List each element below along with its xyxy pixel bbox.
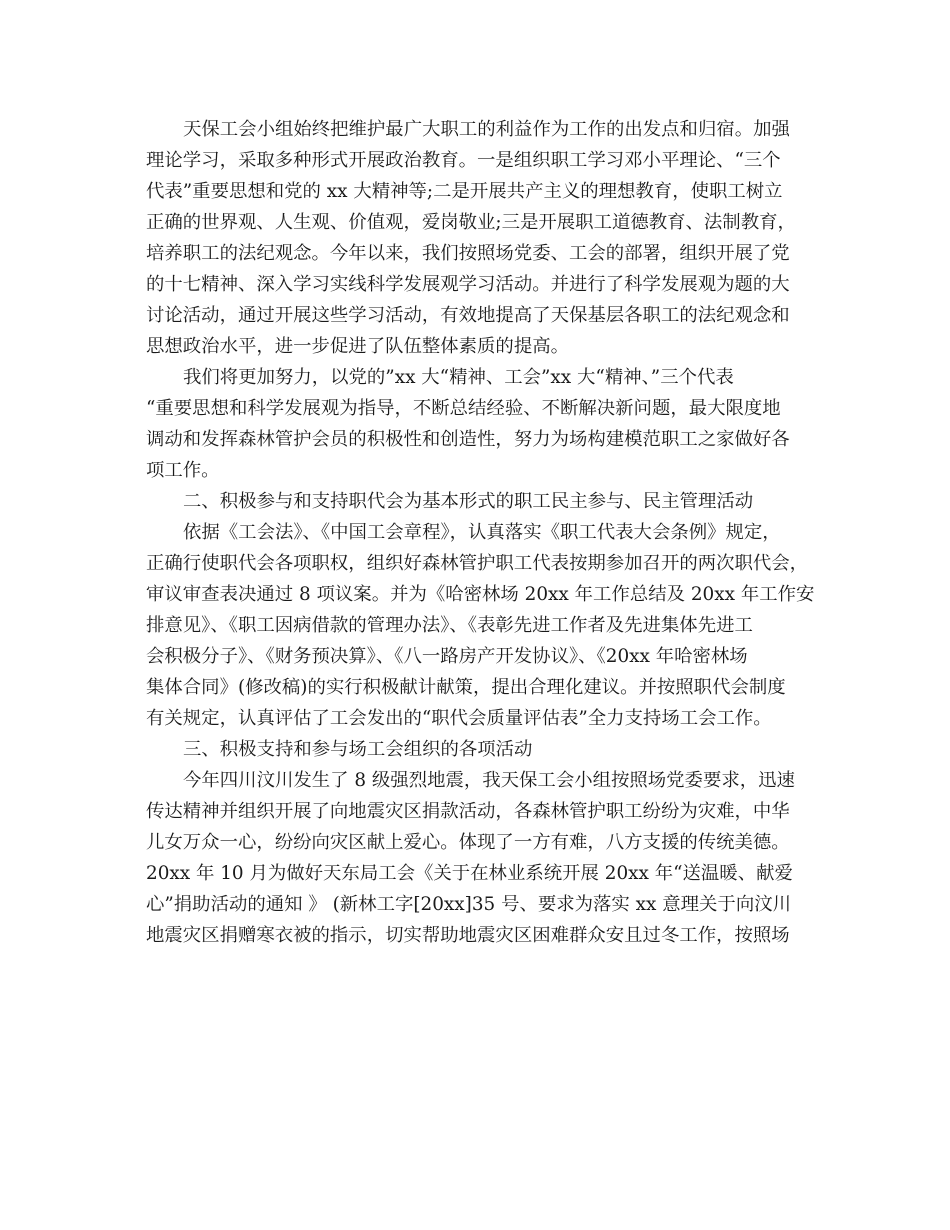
- text-line: 正确行使职代会各项职权，组织好森林管护职工代表按期参加召开的两次职代会，: [146, 553, 809, 574]
- text-line: 理论学习，采取多种形式开展政治教育。一是组织职工学习邓小平理论、“三个: [146, 150, 781, 171]
- paragraph-earthquake-relief: [146, 765, 806, 951]
- text-line: 讨论活动，通过开展这些学习活动，有效地提高了天保基层各职工的法纪观念和: [146, 305, 790, 326]
- paragraph-workers-congress: [146, 517, 815, 734]
- text-line: 正确的世界观、人生观、价值观，爱岗敬业;三是开展职工道德教育、法制教育，: [146, 212, 796, 233]
- section-heading: 三、积极支持和参与场工会组织的各项活动: [183, 739, 533, 760]
- text-line: 天保工会小组始终把维护最广大职工的利益作为工作的出发点和归宿。加强: [183, 119, 790, 140]
- text-line: 会积极分子》、《财务预决算》、《八一路房产开发协议》、《20xx 年哈密林场: [146, 646, 748, 667]
- heading-section-three: [146, 734, 806, 765]
- paragraph-political-education: [146, 114, 806, 362]
- text-line: 的十七精神、深入学习实线科学发展观学习活动。并进行了科学发展观为题的大: [146, 274, 790, 295]
- section-heading: 二、积极参与和支持职代会为基本形式的职工民主参与、民主管理活动: [183, 491, 754, 512]
- text-line: 培养职工的法纪观念。今年以来，我们按照场党委、工会的部署，组织开展了党: [146, 243, 790, 264]
- text-line: 传达精神并组织开展了向地震灾区捐款活动，各森林管护职工纷纷为灾难，中华: [146, 801, 790, 822]
- text-line: 心”捐助活动的通知 》 (新林工字[20xx]35 号、要求为落实 xx 意理关于向汶川: [146, 894, 791, 915]
- text-line: 代表”重要思想和党的 xx 大精神等;二是开展共产主义的理想教育，使职工树立: [146, 181, 783, 202]
- document-page: [146, 114, 815, 951]
- text-line: 项工作。: [146, 460, 220, 481]
- text-line: 审议审查表决通过 8 项议案。并为《哈密林场 20xx 年工作总结及 20xx 年工作安: [146, 584, 815, 605]
- text-line: 儿女万众一心，纷纷向灾区献上爱心。体现了一方有难，八方支援的传统美德。: [146, 832, 790, 853]
- text-line: 调动和发挥森林管护会员的积极性和创造性，努力为场构建模范职工之家做好各: [146, 429, 790, 450]
- heading-section-two: [146, 486, 806, 517]
- text-line: “重要思想和科学发展观为指导，不断总结经验、不断解决新问题，最大限度地: [146, 398, 781, 419]
- text-line: 有关规定，认真评估了工会发出的“职代会质量评估表”全力支持场工会工作。: [146, 708, 772, 729]
- paragraph-future-efforts: [146, 362, 806, 486]
- text-line: 20xx 年 10 月为做好天东局工会《关于在林业系统开展 20xx 年“送温暖、献爱: [146, 863, 793, 884]
- text-line: 排意见》、《职工因病借款的管理办法》、《表彰先进工作者及先进集体先进工: [146, 615, 753, 636]
- text-line: 地震灾区捐赠寒衣被的指示，切实帮助地震灾区困难群众安且过冬工作，按照场: [146, 925, 790, 946]
- text-line: 依据《工会法》、《中国工会章程》，认真落实《职工代表大会条例》规定，: [183, 522, 781, 543]
- text-line: 思想政治水平，进一步促进了队伍整体素质的提高。: [146, 336, 569, 357]
- text-line: 集体合同》(修改稿)的实行积极献计献策，提出合理化建议。并按照职代会制度: [146, 677, 786, 698]
- text-line: 今年四川汶川发生了 8 级强烈地震，我天保工会小组按照场党委要求，迅速: [183, 770, 795, 791]
- text-line: 我们将更加努力，以党的”xx 大“精神、工会”xx 大“精神、”三个代表: [183, 367, 734, 388]
